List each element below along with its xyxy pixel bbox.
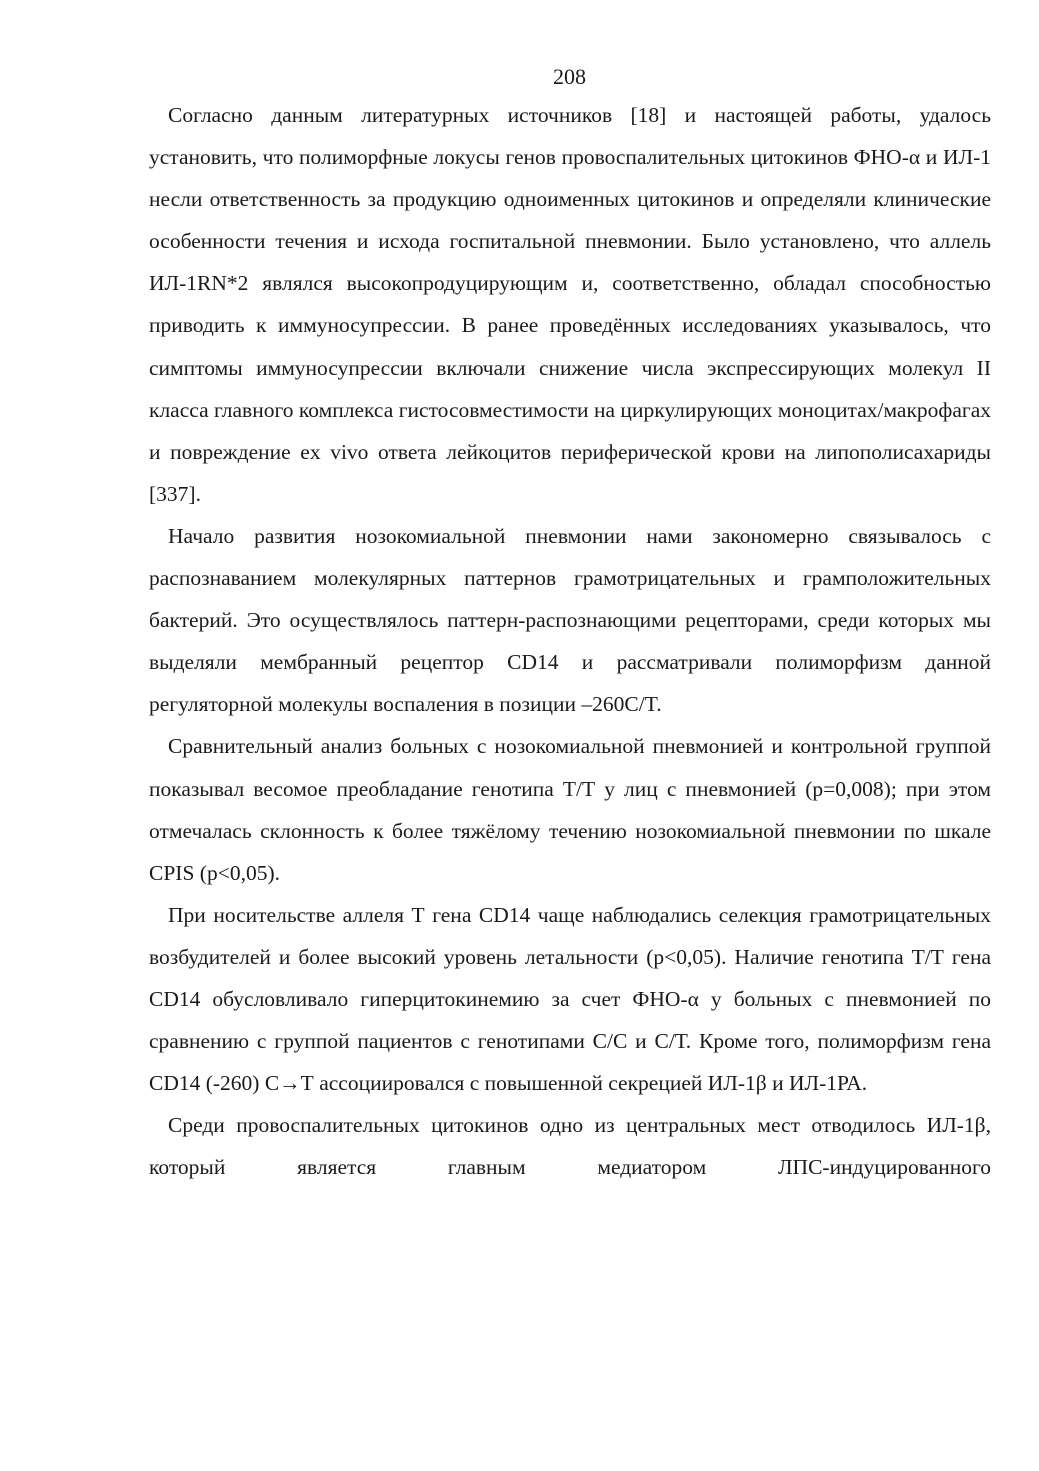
body-text <box>149 94 991 1188</box>
paragraph-proinflammatory-cytokines: Среди провоспалительных цитокинов одно из центральных мест отводилось ИЛ-1β, который является главным медиатором ЛПС-индуцированного <box>149 1113 991 1180</box>
page-number: 208 <box>553 64 586 89</box>
paragraph-comparative-analysis: Сравнительный анализ больных с нозокомиальной пневмонией и контрольной группой показывал весомое преобладание генотипа Т/Т у лиц с пневмонией (p=0,008); при этом отмечалась склонность к более тяжёлому течению нозокомиальной пневмонии по шкале CPIS (p<0,05). <box>149 734 991 885</box>
paragraph-cd14-receptor: Начало развития нозокомиальной пневмонии нами закономерно связывалось с распознаванием молекулярных паттернов грамотрицательных и грамположительных бактерий. Это осуществлялось паттерн-распознающими рецепторами, среди которых мы выделяли мембранный рецептор CD14 и рассматривали полиморфизм данной регуляторной молекулы воспаления в позиции –260C/T. <box>149 523 991 717</box>
paragraph-allele-t-carriage: При носительстве аллеля Т гена CD14 чаще наблюдались селекция грамотрицательных возбудителей и более высокий уровень летальности (p<0,05). Наличие генотипа Т/Т гена CD14 обусловливало гиперцитокинемию за счет ФНО-α у больных с пневмонией по сравнению с группой пациентов с генотипами С/С и С/Т. Кроме того, полиморфизм гена CD14 (-260) С→Т ассоциировался с повышенной секрецией ИЛ-1β и ИЛ-1РА. <box>149 902 991 1096</box>
paragraph-literature-findings: Согласно данным литературных источников [18] и настоящей работы, удалось установить, что полиморфные локусы генов провоспалительных цитокинов ФНО-α и ИЛ-1 несли ответственность за продукцию одноименных цитокинов и определяли клинические особенности течения и исхода госпитальной пневмонии. Было установлено, что аллель ИЛ-1RN*2 являлся высокопродуцирующим и, соответственно, обладал способностью приводить к иммуносупрессии. В ранее проведённых исследованиях указывалось, что симптомы иммуносупрессии включали снижение числа экспрессирующих молекул II класса главного комплекса гистосовместимости на циркулирующих моноцитах/макрофагах и повреждение ex vivo ответа лейкоцитов периферической крови на липополисахариды [337]. <box>149 103 991 506</box>
